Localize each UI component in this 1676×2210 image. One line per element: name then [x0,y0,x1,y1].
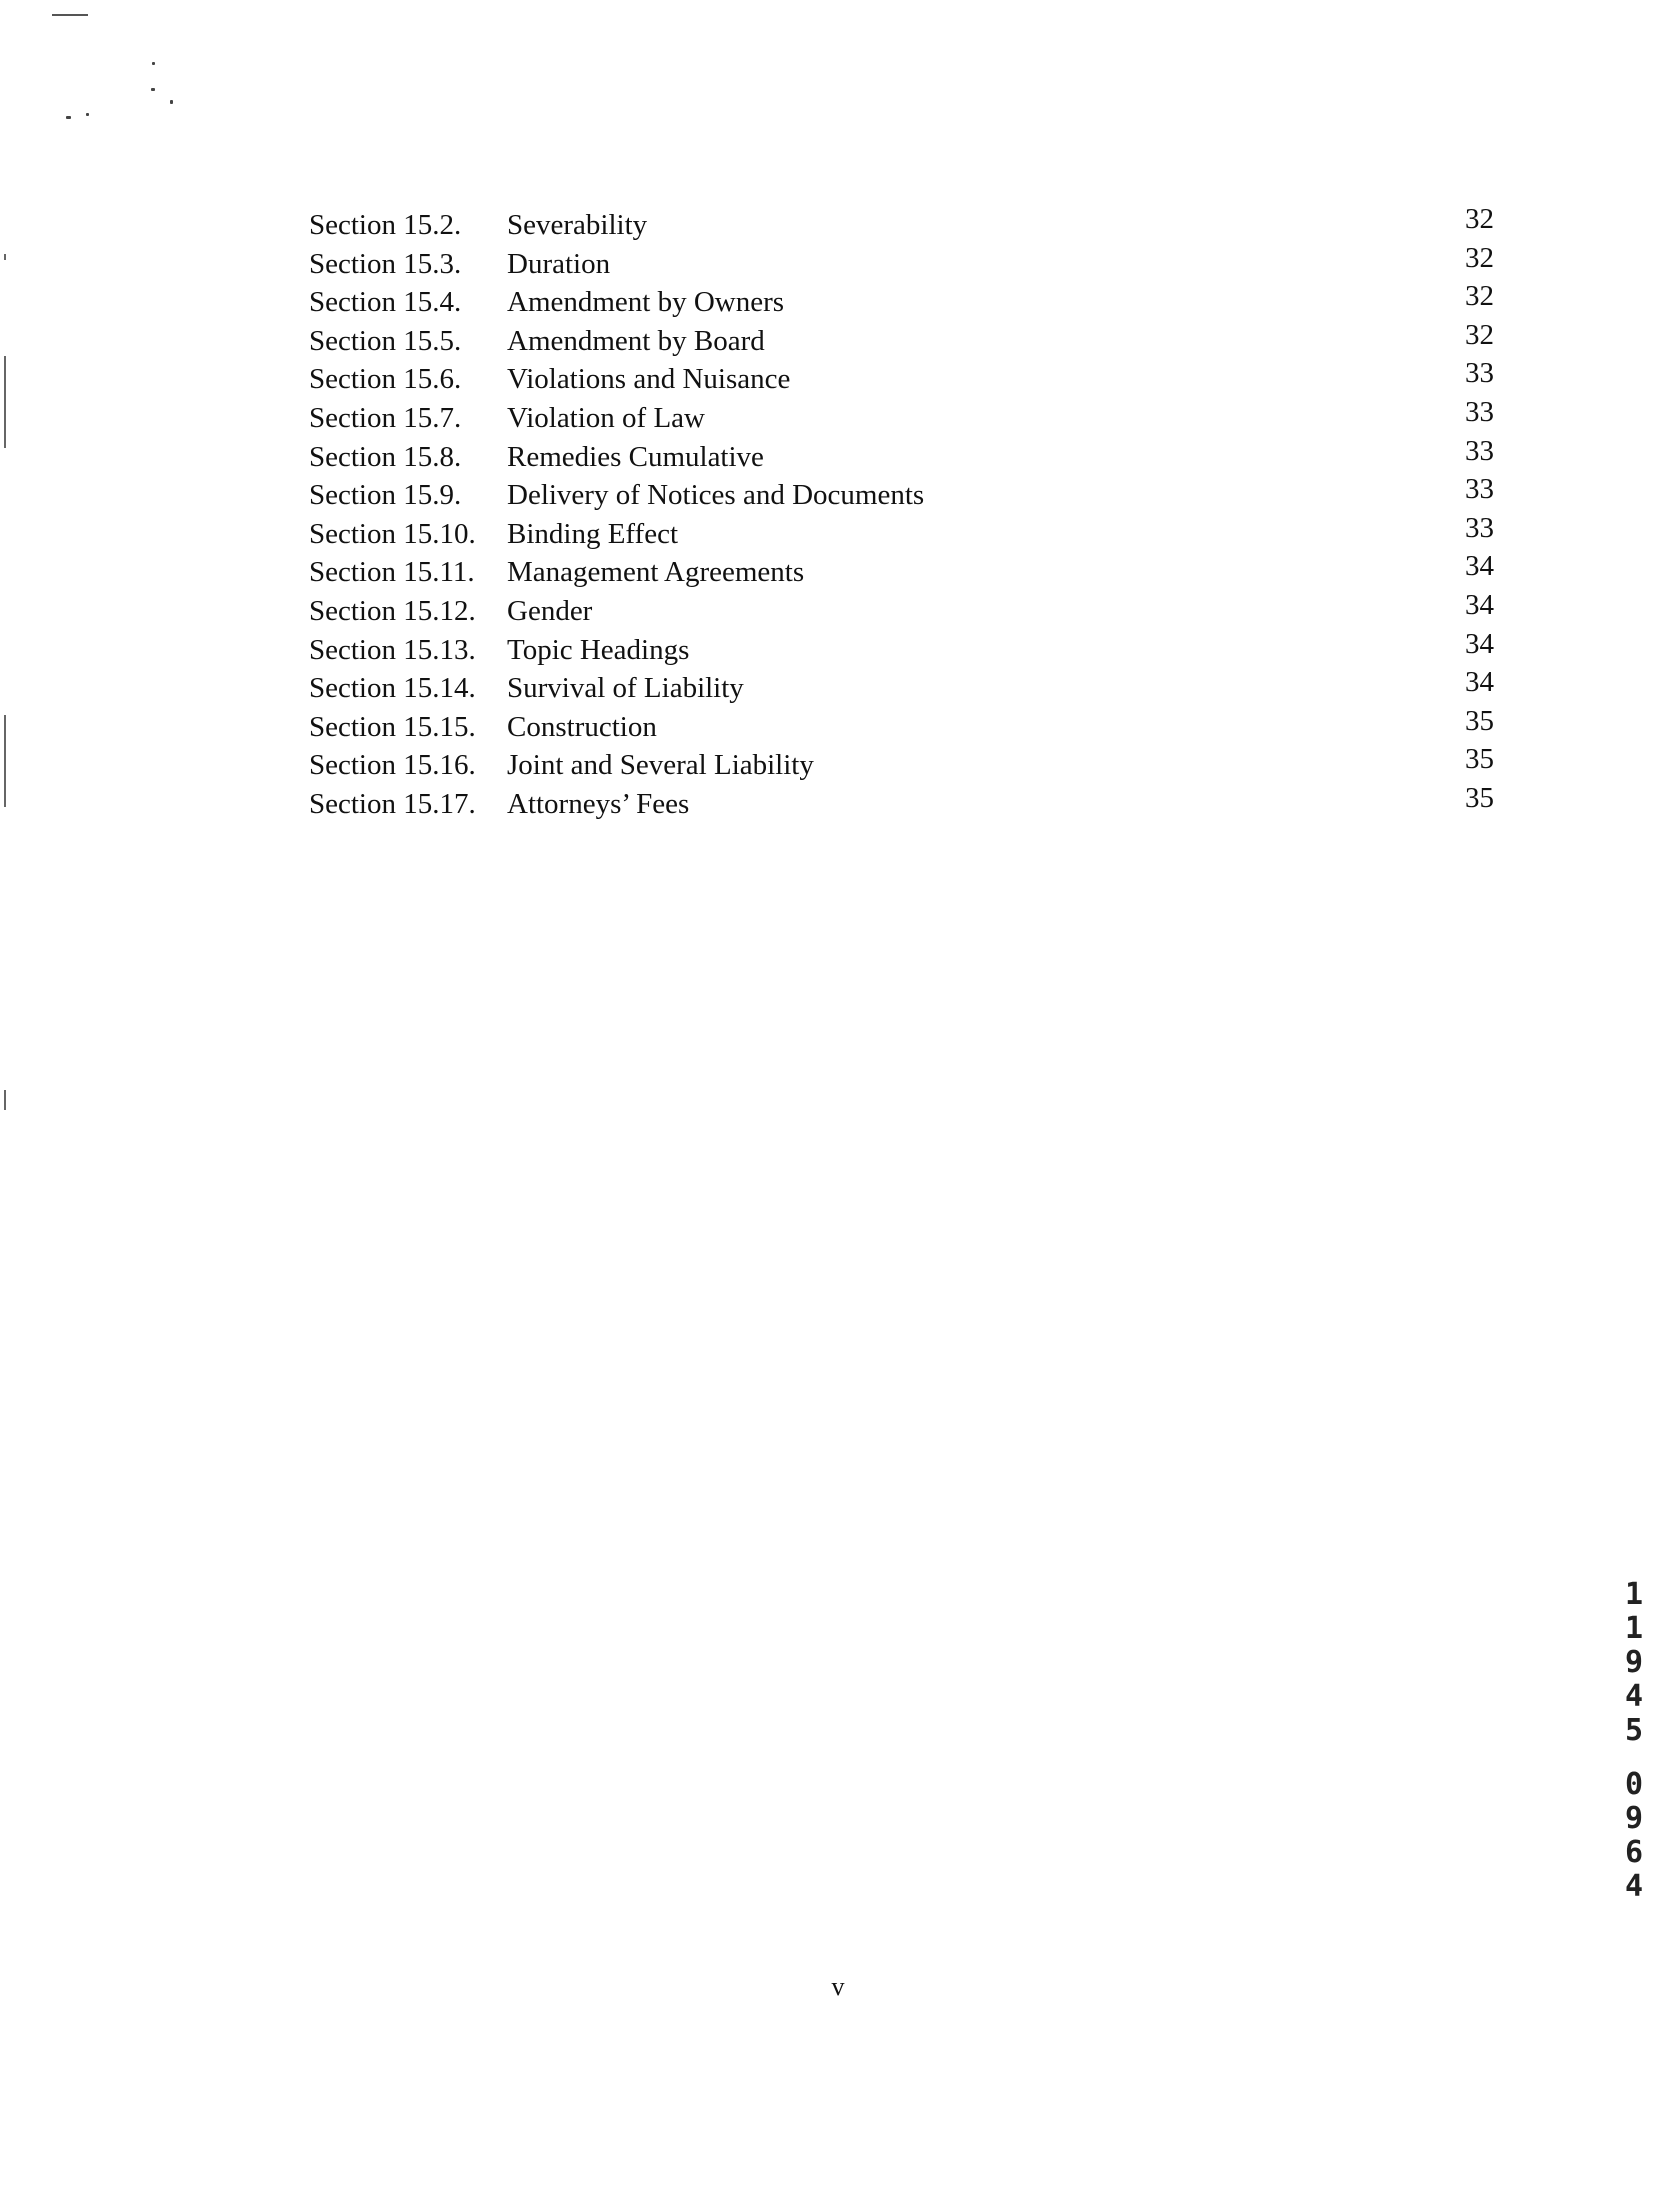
toc-section-title: Topic Headings [507,633,690,666]
toc-entry [309,280,1494,322]
toc-entry [309,241,1494,284]
stamp-digit: 9 [1624,1801,1644,1836]
stamp-digit: 0 [1624,1767,1644,1802]
toc-section-title: Construction [507,710,657,743]
toc-section-number: Section 15.15. [309,710,476,743]
toc-section-number: Section 15.9. [309,479,462,512]
toc-section-number: Section 15.6. [309,363,462,396]
toc-page-number: 33 [1465,357,1494,390]
toc-section-title: Severability [507,209,648,241]
stamp-digit: 6 [1624,1835,1644,1870]
toc-section-title: Violations and Nuisance [507,363,791,396]
toc-page-number: 34 [1465,588,1494,621]
toc-page-number: 32 [1465,318,1494,351]
toc-page-number: 33 [1465,473,1494,506]
toc-entry [309,511,1494,554]
scan-artifact-speck [66,116,71,119]
scan-artifact-dash [52,14,88,16]
toc-entry [309,318,1494,361]
toc-entry [309,434,1494,477]
stamp-digit: 5 [1624,1713,1644,1748]
toc-section-number: Section 15.4. [309,286,462,319]
toc-entry [309,395,1494,438]
toc-section-number: Section 15.12. [309,594,476,627]
stamp-gap [1612,1748,1656,1768]
toc-entry [309,704,1494,747]
stamp-digit: 4 [1624,1869,1644,1904]
toc-entry [309,666,1494,708]
toc-page-number: 33 [1465,434,1494,467]
toc-entry [309,357,1494,399]
toc-page-number: 34 [1465,666,1494,699]
scan-artifact-bar [4,254,6,260]
toc-entry [309,627,1494,670]
toc-entry [309,473,1494,515]
toc-section-number: Section 15.10. [309,517,476,550]
toc-section-number: Section 15.13. [309,633,476,666]
scan-artifact-bar [4,715,6,807]
toc-page-number: 33 [1465,395,1494,428]
toc-section-title: Amendment by Owners [507,286,785,319]
scan-artifact-speck [86,113,89,116]
toc-section-title: Violation of Law [507,401,705,434]
toc-entry [309,743,1494,785]
scan-artifact-speck [170,100,173,104]
toc-page-number: 32 [1465,203,1494,235]
toc-page-number: 32 [1465,280,1494,313]
toc-page-number: 32 [1465,241,1494,274]
stamp-digit: 9 [1624,1645,1644,1680]
toc-section-title: Attorneys’ Fees [507,787,690,820]
toc-section-title: Remedies Cumulative [507,440,764,473]
toc-entry [309,781,1494,824]
toc-entry [309,203,1494,245]
stamp-digit: 1 [1624,1577,1644,1612]
toc-page-number: 35 [1465,704,1494,737]
toc-section-number: Section 15.5. [309,324,462,357]
stamp-digit: 1 [1624,1611,1644,1646]
toc-page-number: 35 [1465,743,1494,776]
toc-section-title: Binding Effect [507,517,679,550]
toc-section-title: Management Agreements [507,556,805,589]
toc-entry [309,588,1494,631]
scan-artifact-bar [4,1090,6,1110]
toc-page-number: 35 [1465,781,1494,814]
toc-section-number: Section 15.16. [309,749,476,782]
scan-artifact-bar [4,356,6,448]
toc-section-title: Survival of Liability [507,672,744,705]
toc-page-number: 34 [1465,550,1494,583]
toc-page-number: 33 [1465,511,1494,544]
toc-page-number: 34 [1465,627,1494,660]
toc-entry [309,550,1494,592]
toc-section-number: Section 15.14. [309,672,476,705]
toc-section-number: Section 15.11. [309,556,475,589]
toc-section-title: Duration [507,247,611,280]
table-of-contents [309,203,1494,824]
toc-section-title: Joint and Several Liability [507,749,814,782]
scan-artifact-speck [152,62,155,65]
toc-section-title: Delivery of Notices and Documents [507,479,925,512]
toc-section-number: Section 15.17. [309,787,476,820]
toc-section-number: Section 15.8. [309,440,462,473]
toc-section-title: Amendment by Board [507,324,765,357]
toc-section-number: Section 15.2. [309,209,462,241]
page-number: v [831,1972,845,2001]
toc-section-number: Section 15.7. [309,401,462,434]
stamp-digit: 4 [1624,1679,1644,1714]
toc-section-title: Gender [507,594,593,627]
scan-artifact-speck [151,88,155,91]
document-stamp-number [1612,1578,1656,1904]
toc-section-number: Section 15.3. [309,247,462,280]
